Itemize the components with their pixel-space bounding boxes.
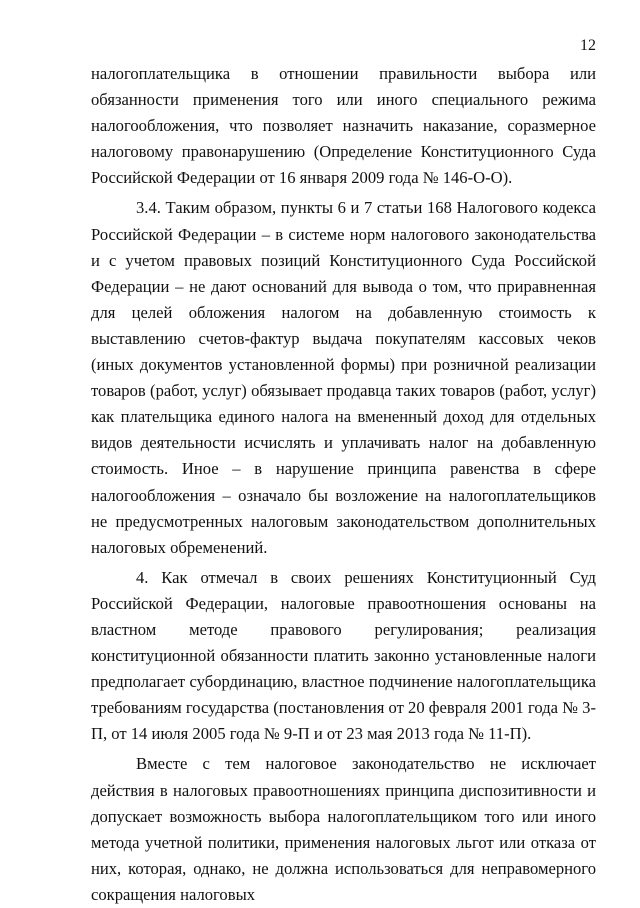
document-body — [91, 61, 596, 908]
paragraph-4: Вместе с тем налоговое законодательство не исключает действия в налоговых правоотношениях принципа диспозитивности и допускает возможность выбора налогоплательщиком того или иного метода учетной политики, применения налоговых льгот или отказа от них, которая, однако, не должна использоваться для неправомерного сокращения налоговых — [91, 754, 596, 904]
paragraph-1: налогоплательщика в отношении правильности выбора или обязанности применения того или иного специального режима налогообложения, что позволяет назначить наказание, соразмерное налоговому правонарушению (Определение Конституционного Суда Российской Федерации от 16 января 2009 года № 146-О-О). — [91, 64, 596, 188]
page-number: 12 — [580, 37, 596, 54]
paragraph-3: 4. Как отмечал в своих решениях Конституционный Суд Российской Федерации, налоговые правоотношения основаны на властном методе правового регулирования; реализация конституционной обязанности платить законно установленные налоги предполагает субординацию, властное подчинение налогоплательщика требованиям государства (постановления от 20 февраля 2001 года № 3-П, от 14 июля 2005 года № 9-П и от 23 мая 2013 года № 11-П). — [91, 567, 596, 744]
paragraph-2: 3.4. Таким образом, пункты 6 и 7 статьи 168 Налогового кодекса Российской Федерации – в системе норм налогового законодательства и с учетом правовых позиций Конституционного Суда Российской Федерации – не дают оснований для вывода о том, что приравненная для целей обложения налогом на добавленную стоимость к выставлению счетов-фактур выдача покупателям кассовых чеков (иных документов установленной формы) при розничной реализации товаров (работ, услуг) обязывает продавца таких товаров (работ, услуг) как плательщика единого налога на вмененный доход для отдельных видов деятельности исчислять и уплачивать налог на добавленную стоимость. Иное – в нарушение принципа равенства в сфере налогообложения – означало бы возложение на налогоплательщиков не предусмотренных налоговым законодательством дополнительных налоговых обременений. — [91, 198, 596, 557]
